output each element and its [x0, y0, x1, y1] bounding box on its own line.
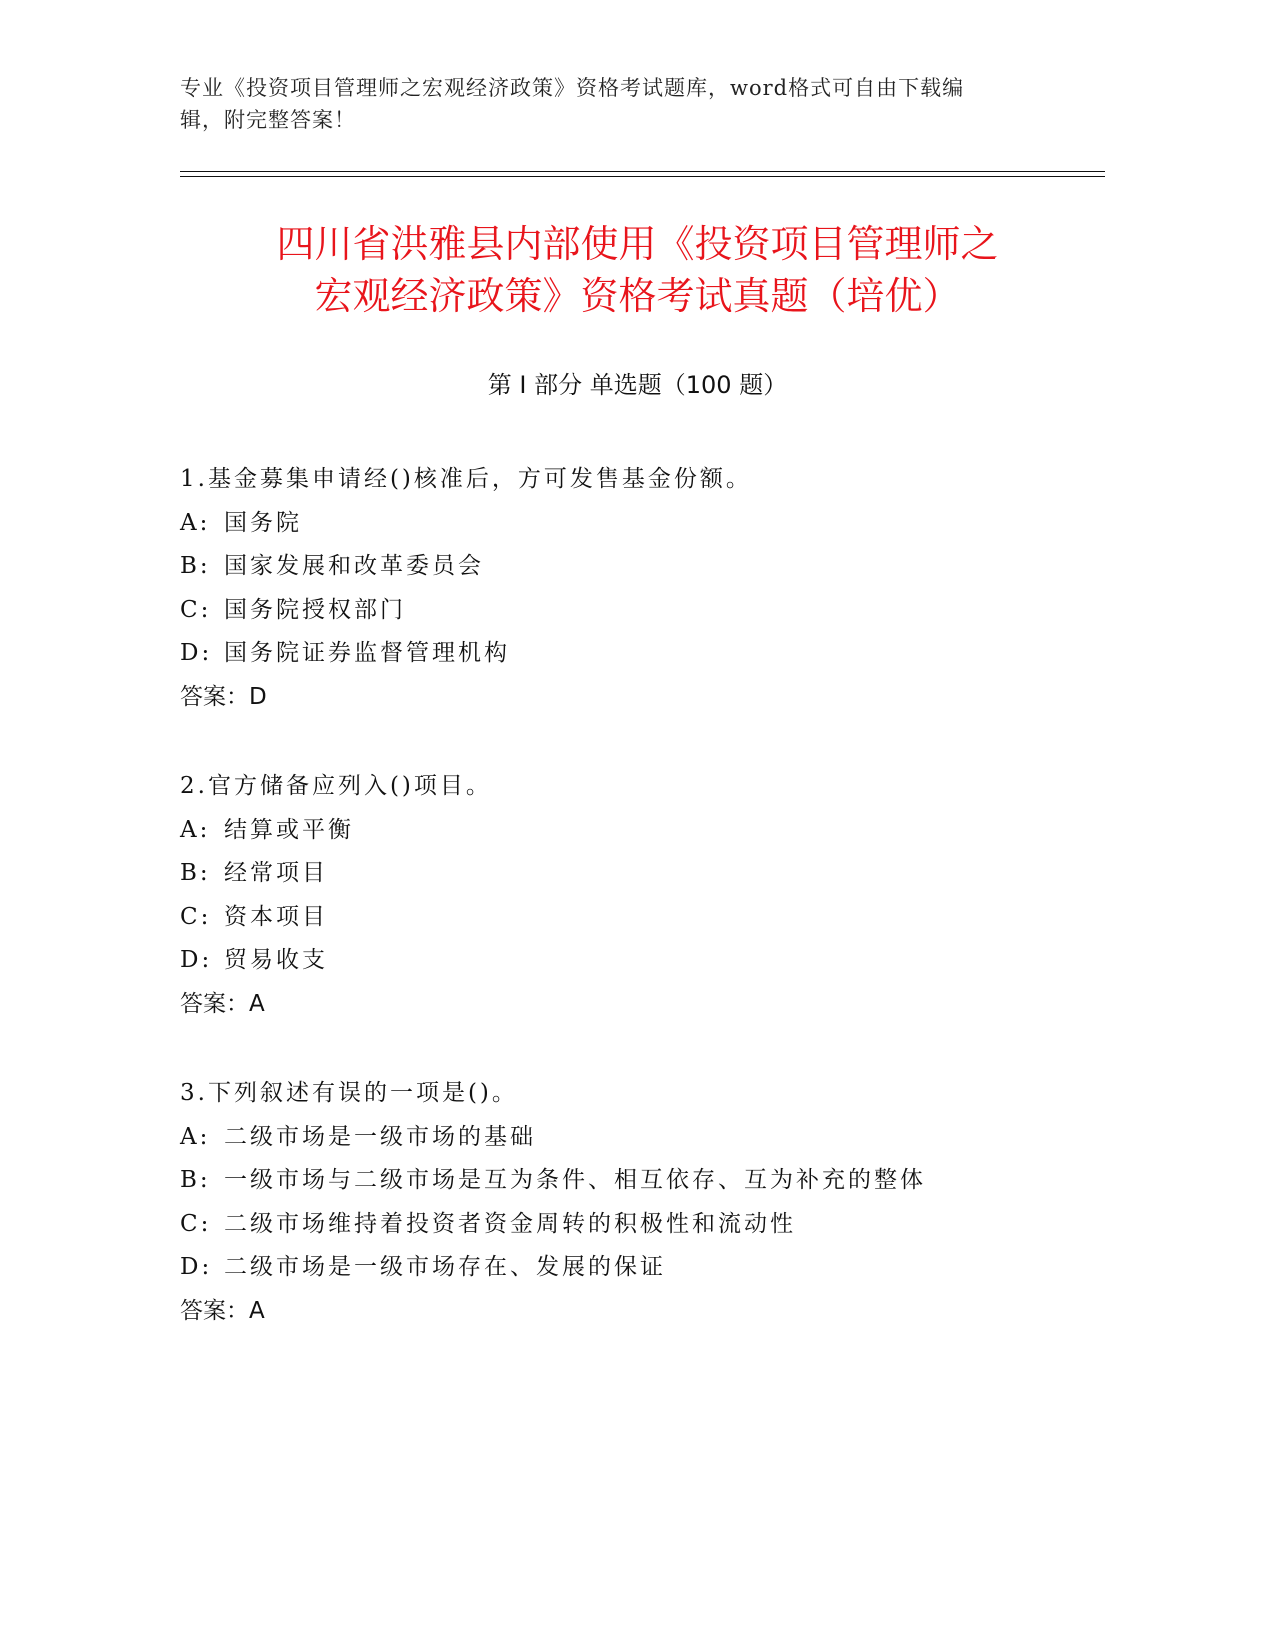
question-item	[180, 458, 1120, 719]
question-option	[180, 632, 1120, 676]
option-text: 二级市场是一级市场存在、发展的保证	[224, 1254, 666, 1280]
document-title	[150, 218, 1125, 322]
option-text: 国务院授权部门	[224, 596, 406, 623]
option-text: 国家发展和改革委员会	[224, 553, 484, 579]
question-item	[180, 765, 1120, 1026]
question-stem: 2.官方储备应列入()项目。	[180, 773, 492, 799]
option-key: A:	[180, 816, 211, 843]
option-text: 经常项目	[224, 860, 328, 886]
question-option	[180, 809, 1120, 853]
header-divider-bottom	[180, 176, 1105, 177]
header-note-line-1: 专业《投资项目管理师之宏观经济政策》资格考试题库，word格式可自由下载编	[180, 76, 965, 100]
option-text: 国务院	[224, 509, 302, 536]
option-key: B:	[180, 860, 211, 886]
question-option	[180, 502, 1120, 546]
question-answer: 答案：A	[180, 1297, 265, 1324]
question-option	[180, 1203, 1120, 1247]
question-option	[180, 939, 1120, 983]
question-item	[180, 1072, 1120, 1333]
question-option	[180, 1246, 1120, 1290]
question-option	[180, 1116, 1120, 1160]
option-key: C:	[180, 1210, 212, 1237]
option-key: D:	[180, 947, 213, 973]
option-text: 国务院证券监督管理机构	[224, 640, 510, 666]
document-title-line-1: 四川省洪雅县内部使用《投资项目管理师之	[276, 222, 999, 266]
option-text: 资本项目	[224, 903, 328, 930]
option-key: D:	[180, 640, 213, 666]
question-list	[180, 458, 1120, 1379]
option-key: C:	[180, 903, 212, 930]
option-key: B:	[180, 553, 211, 579]
option-key: C:	[180, 596, 212, 623]
option-key: B:	[180, 1167, 211, 1193]
section-heading: 第 I 部分 单选题（100 题）	[487, 371, 788, 399]
question-answer: 答案：D	[180, 683, 267, 710]
question-stem: 1.基金募集申请经()核准后，方可发售基金份额。	[180, 466, 752, 492]
question-stem: 3.下列叙述有误的一项是()。	[180, 1080, 518, 1106]
header-note	[180, 72, 1040, 136]
question-option	[180, 852, 1120, 896]
option-text: 二级市场是一级市场的基础	[224, 1123, 536, 1150]
option-key: A:	[180, 509, 211, 536]
question-option	[180, 545, 1120, 589]
header-divider-top	[180, 171, 1105, 172]
option-text: 结算或平衡	[224, 816, 354, 843]
document-title-line-2: 宏观经济政策》资格考试真题（培优）	[314, 274, 961, 318]
question-option	[180, 896, 1120, 940]
option-text: 贸易收支	[224, 947, 328, 973]
header-note-line-2: 辑，附完整答案！	[180, 108, 356, 132]
option-text: 二级市场维持着投资者资金周转的积极性和流动性	[224, 1210, 796, 1237]
question-answer: 答案：A	[180, 990, 265, 1017]
question-option	[180, 1159, 1120, 1203]
option-key: A:	[180, 1123, 211, 1150]
option-text: 一级市场与二级市场是互为条件、相互依存、互为补充的整体	[224, 1167, 926, 1193]
option-key: D:	[180, 1254, 213, 1280]
question-option	[180, 589, 1120, 633]
